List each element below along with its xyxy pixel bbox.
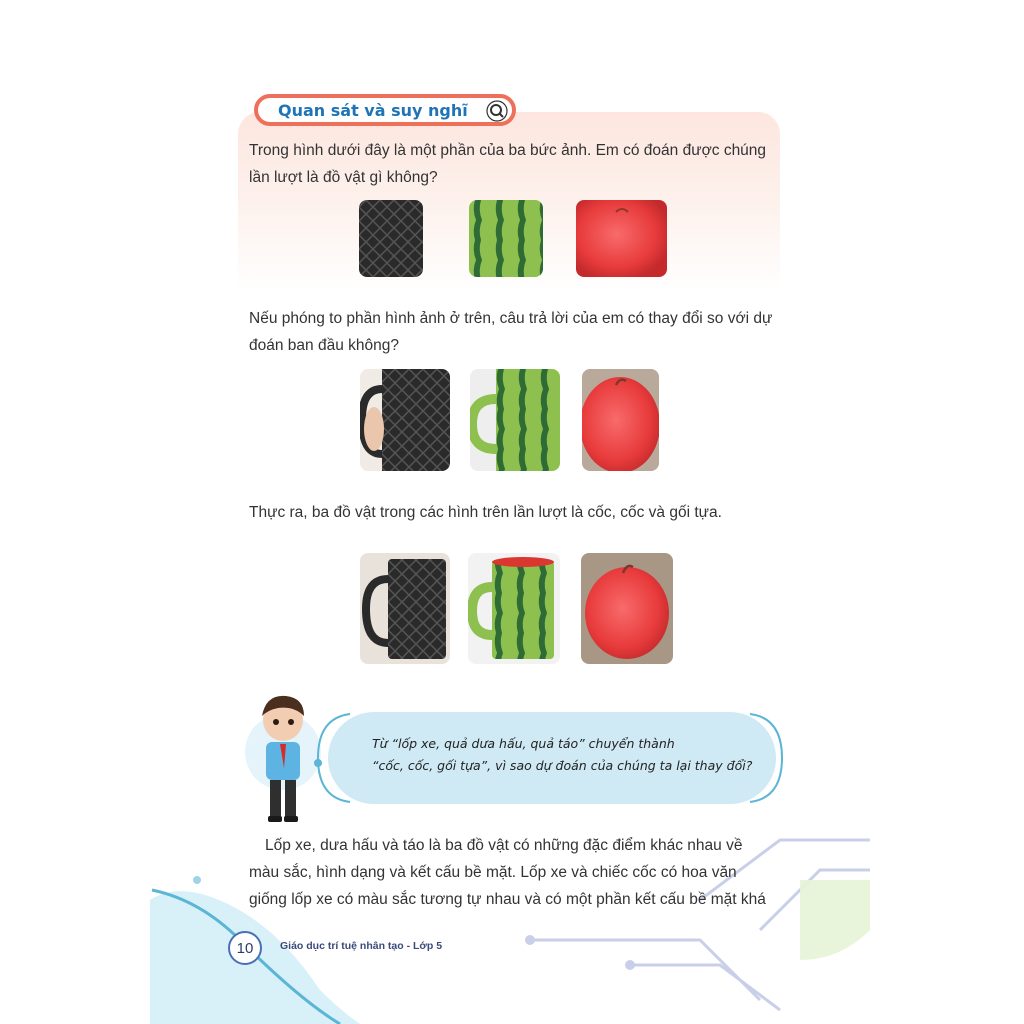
section-header	[254, 94, 516, 126]
text-line: “cốc, cốc, gối tựa”, vì sao dự đoán của chúng ta lại thay đổi?	[372, 758, 753, 773]
tire-mug-full-image	[360, 553, 450, 664]
text-line: lần lượt là đồ vật gì không?	[249, 169, 438, 186]
watermelon-crop-image	[469, 200, 543, 277]
reveal-text	[249, 499, 779, 526]
apple-crop-image	[576, 200, 667, 277]
magnifier-icon	[486, 100, 508, 122]
text-line: đoán ban đầu không?	[249, 337, 399, 354]
question-2	[249, 305, 779, 359]
watermelon-mug-zoom-image	[470, 369, 560, 471]
text-line: Nếu phóng to phần hình ảnh ở trên, câu trả lời của em có thay đổi so với dự	[249, 310, 773, 327]
text-line: Trong hình dưới đây là một phần của ba bức ảnh. Em có đoán được chúng	[249, 142, 767, 159]
text-line: màu sắc, hình dạng và kết cấu bề mặt. Lốp xe và chiếc cốc có hoa văn	[249, 864, 737, 881]
tire-crop-image	[359, 200, 423, 277]
explanation-paragraph	[249, 832, 769, 913]
book-title: Giáo dục trí tuệ nhân tạo - Lớp 5	[280, 940, 443, 952]
apple-pillow-zoom-image	[582, 369, 659, 471]
section-title: Quan sát và suy nghĩ	[278, 100, 468, 120]
bubble-text	[372, 733, 772, 777]
text-line: Từ “lốp xe, quả dưa hấu, quả táo” chuyển thành	[372, 736, 675, 751]
apple-pillow-full-image	[581, 553, 673, 664]
text-line: Lốp xe, dưa hấu và táo là ba đồ vật có những đặc điểm khác nhau về	[265, 837, 743, 854]
tire-mug-zoom-image	[360, 369, 450, 471]
question-1	[249, 137, 779, 191]
page-number: 10	[228, 931, 262, 965]
text-line: giống lốp xe có màu sắc tương tự nhau và có một phần kết cấu bề mặt khá	[249, 891, 766, 908]
text-line: Thực ra, ba đồ vật trong các hình trên lần lượt là cốc, cốc và gối tựa.	[249, 504, 722, 521]
watermelon-mug-full-image	[468, 553, 560, 664]
